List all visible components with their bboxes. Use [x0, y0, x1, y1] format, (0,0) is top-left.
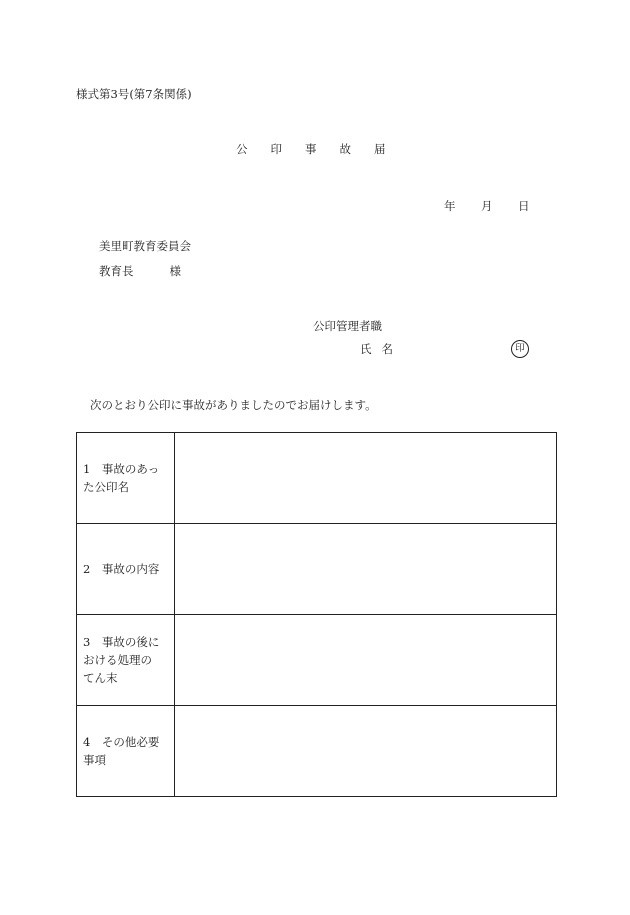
page-title: [236, 141, 409, 157]
title-char: 故: [339, 142, 351, 156]
applicant-name-line: [360, 341, 403, 357]
table-row: [77, 615, 557, 706]
date-month-label: 月: [481, 199, 493, 213]
table-row: [77, 433, 557, 524]
row-value-cell[interactable]: [175, 615, 557, 706]
title-char: 事: [305, 142, 317, 156]
title-char: 印: [270, 142, 282, 156]
applicant-title-label: 公印管理者職: [313, 319, 382, 333]
row-label-cell: [77, 615, 175, 706]
row-label-line: 4 その他必要: [83, 735, 160, 749]
form-table: [76, 432, 557, 797]
date-year-label: 年: [444, 199, 456, 213]
addressee-position: 教育長: [99, 264, 134, 278]
row-label-line: 3 事故の後に: [83, 635, 160, 649]
addressee-line: [99, 263, 181, 279]
row-label-line: 事項: [83, 753, 106, 767]
date-line: [444, 198, 530, 214]
table-row: [77, 524, 557, 615]
seal-mark-icon: 印: [511, 340, 529, 358]
addressee-honorific: 様: [169, 264, 181, 278]
row-label-line: おける処理の: [83, 653, 152, 667]
row-label-cell: [77, 524, 175, 615]
row-label-line: てん末: [83, 671, 118, 685]
row-label-cell: [77, 433, 175, 524]
date-day-label: 日: [518, 199, 530, 213]
row-value-cell[interactable]: [175, 433, 557, 524]
row-value-cell[interactable]: [175, 524, 557, 615]
row-label-cell: [77, 706, 175, 797]
intro-text: 次のとおり公印に事故がありましたのでお届けします。: [90, 398, 377, 412]
table-row: [77, 706, 557, 797]
form-number: 様式第3号(第7条関係): [76, 87, 192, 101]
addressee-organization: 美里町教育委員会: [99, 239, 191, 253]
row-value-cell[interactable]: [175, 706, 557, 797]
applicant-name-label: 氏名: [360, 342, 403, 356]
row-label-line: 1 事故のあっ: [83, 462, 160, 476]
row-label-line: 2 事故の内容: [83, 562, 160, 576]
title-char: 届: [374, 142, 386, 156]
row-label-line: た公印名: [83, 480, 129, 494]
title-char: 公: [236, 142, 248, 156]
